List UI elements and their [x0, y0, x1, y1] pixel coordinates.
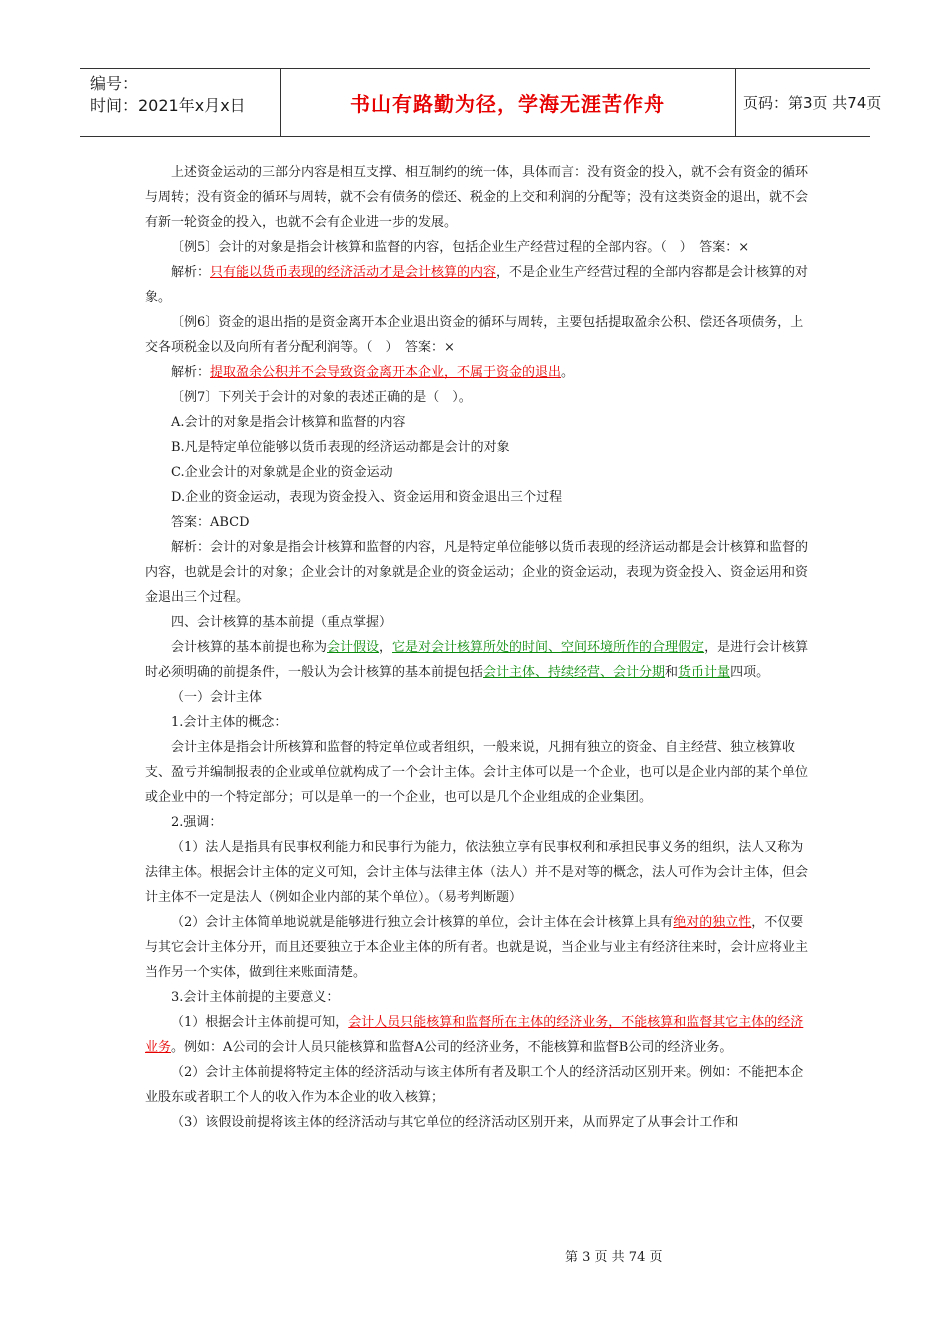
text: 四项。	[730, 665, 770, 680]
example-6-analysis	[145, 360, 810, 385]
section-intro	[145, 635, 810, 685]
example-6: 〔例6〕资金的退出指的是资金离开本企业退出资金的循环与周转，主要包括提取盈余公积、偿还各项债务，上交各项税金以及向所有者分配利润等。（ ） 答案：×	[145, 315, 804, 355]
paragraph	[145, 1010, 810, 1060]
example-5-analysis	[145, 260, 810, 310]
paragraph: 会计主体是指会计所核算和监督的特定单位或者组织，一般来说，凡拥有独立的资金、自主经营、独立核算收支、盈亏并编制报表的企业或单位就构成了一个会计主体。会计主体可以是一个企业，也可以是企业内部的某个单位或企业中的一个特定部分；可以是单一的一个企业，也可以是几个企业组成的企业集团。	[145, 740, 809, 805]
date-label: 时间：2021年x月x日	[90, 96, 246, 115]
highlight-green: 货币计量	[678, 665, 731, 680]
point-heading: 3.会计主体前提的主要意义：	[171, 990, 340, 1005]
header-motto-cell	[280, 69, 736, 136]
text: ，不仅要与其它会计主体分开，而且还要独立于本企业主体的所有者。也就是说，当企业与业主有经济往来时，会计应将业主当作另一个实体，做到往来账面清楚。	[145, 915, 809, 980]
example-7-answer: 答案：ABCD	[171, 515, 250, 530]
paragraph: （1）法人是指具有民事权利能力和民事行为能力，依法独立享有民事权利和承担民事义务的组织，法人又称为法律主体。根据会计主体的定义可知，会计主体与法律主体（法人）并不是对等的概念，法人可作为会计主体，但会计主体不一定是法人（例如企业内部的某个单位）。（易考判断题）	[145, 840, 809, 905]
text: （2）会计主体简单地说就是能够进行独立会计核算的单位，会计主体在会计核算上具有	[171, 915, 674, 930]
header-motto: 书山有路勤为径，学海无涯苦作舟	[350, 92, 665, 116]
point-heading: 1.会计主体的概念：	[171, 715, 288, 730]
highlight-green: 会计主体、持续经营、会计分期	[483, 665, 666, 680]
option-c: C.企业会计的对象就是企业的资金运动	[171, 465, 393, 480]
analysis-label: 解析：	[171, 365, 211, 380]
highlight-green: 它是对会计核算所处的时间、空间环境所作的合理假定	[392, 640, 705, 655]
option-b: B.凡是特定单位能够以货币表现的经济运动都是会计的对象	[171, 440, 510, 455]
paragraph	[145, 910, 810, 985]
highlight-red: 会计人员只能核算和监督所在主体的经济业务，不能核算和监督其它主体的经济业务	[145, 1015, 804, 1055]
serial-number-label: 编号：	[90, 74, 139, 93]
example-5: 〔例5〕会计的对象是指会计核算和监督的内容，包括企业生产经营过程的全部内容。（ ） 答案：×	[171, 240, 750, 255]
analysis-text: ，不是企业生产经营过程的全部内容都是会计核算的对象。	[145, 265, 809, 305]
subsection-heading: （一）会计主体	[171, 690, 263, 705]
text: 和	[665, 665, 679, 680]
header-meta	[80, 69, 281, 136]
text: 。例如：A公司的会计人员只能核算和监督A公司的经济业务，不能核算和监督B公司的经济业务。	[171, 1040, 733, 1055]
document-body	[145, 160, 810, 1135]
section-heading: 四、会计核算的基本前提（重点掌握）	[171, 615, 393, 630]
analysis-text: 。	[561, 365, 575, 380]
footer-page-number: 第 3 页 共 74 页	[565, 1250, 663, 1265]
paragraph: （2）会计主体前提将特定主体的经济活动与该主体所有者及职工个人的经济活动区别开来。例如：不能把本企业股东或者职工个人的收入作为本企业的收入核算；	[145, 1065, 804, 1105]
example-7: 〔例7〕下列关于会计的对象的表述正确的是（ ）。	[171, 390, 472, 405]
text: ，	[379, 640, 393, 655]
highlight-red: 绝对的独立性	[673, 915, 752, 930]
header-page-info: 页码：第3页 共74页	[743, 94, 882, 112]
text: 会计核算的基本前提也称为	[171, 640, 328, 655]
highlight-red: 提取盈余公积并不会导致资金离开本企业，不属于资金的退出	[210, 365, 562, 380]
point-heading: 2.强调：	[171, 815, 223, 830]
example-7-analysis: 解析：会计的对象是指会计核算和监督的内容，凡是特定单位能够以货币表现的经济运动都是会计核算和监督的内容，也就是会计的对象；企业会计的对象就是企业的资金运动；企业的资金运动，表现为资金投入、资金运用和资金退出三个过程。	[145, 540, 809, 605]
page-header	[80, 68, 882, 137]
analysis-label: 解析：	[171, 265, 211, 280]
option-a: A.会计的对象是指会计核算和监督的内容	[171, 415, 406, 430]
text: ，是进行会计核算时必须明确的前提条件，一般认为会计核算的基本前提包括	[145, 640, 809, 680]
paragraph: （3）该假设前提将该主体的经济活动与其它单位的经济活动区别开来，从而界定了从事会计工作和	[171, 1115, 739, 1130]
option-d: D.企业的资金运动，表现为资金投入、资金运用和资金退出三个过程	[171, 490, 563, 505]
text: （1）根据会计主体前提可知，	[171, 1015, 349, 1030]
highlight-green: 会计假设	[327, 640, 380, 655]
paragraph: 上述资金运动的三部分内容是相互支撑、相互制约的统一体，具体而言：没有资金的投入，就不会有资金的循环与周转；没有资金的循环与周转，就不会有债务的偿还、税金的上交和利润的分配等；没有这类资金的退出，就不会有新一轮资金的投入，也就不会有企业进一步的发展。	[145, 165, 809, 230]
highlight-red: 只有能以货币表现的经济活动才是会计核算的内容	[210, 265, 497, 280]
